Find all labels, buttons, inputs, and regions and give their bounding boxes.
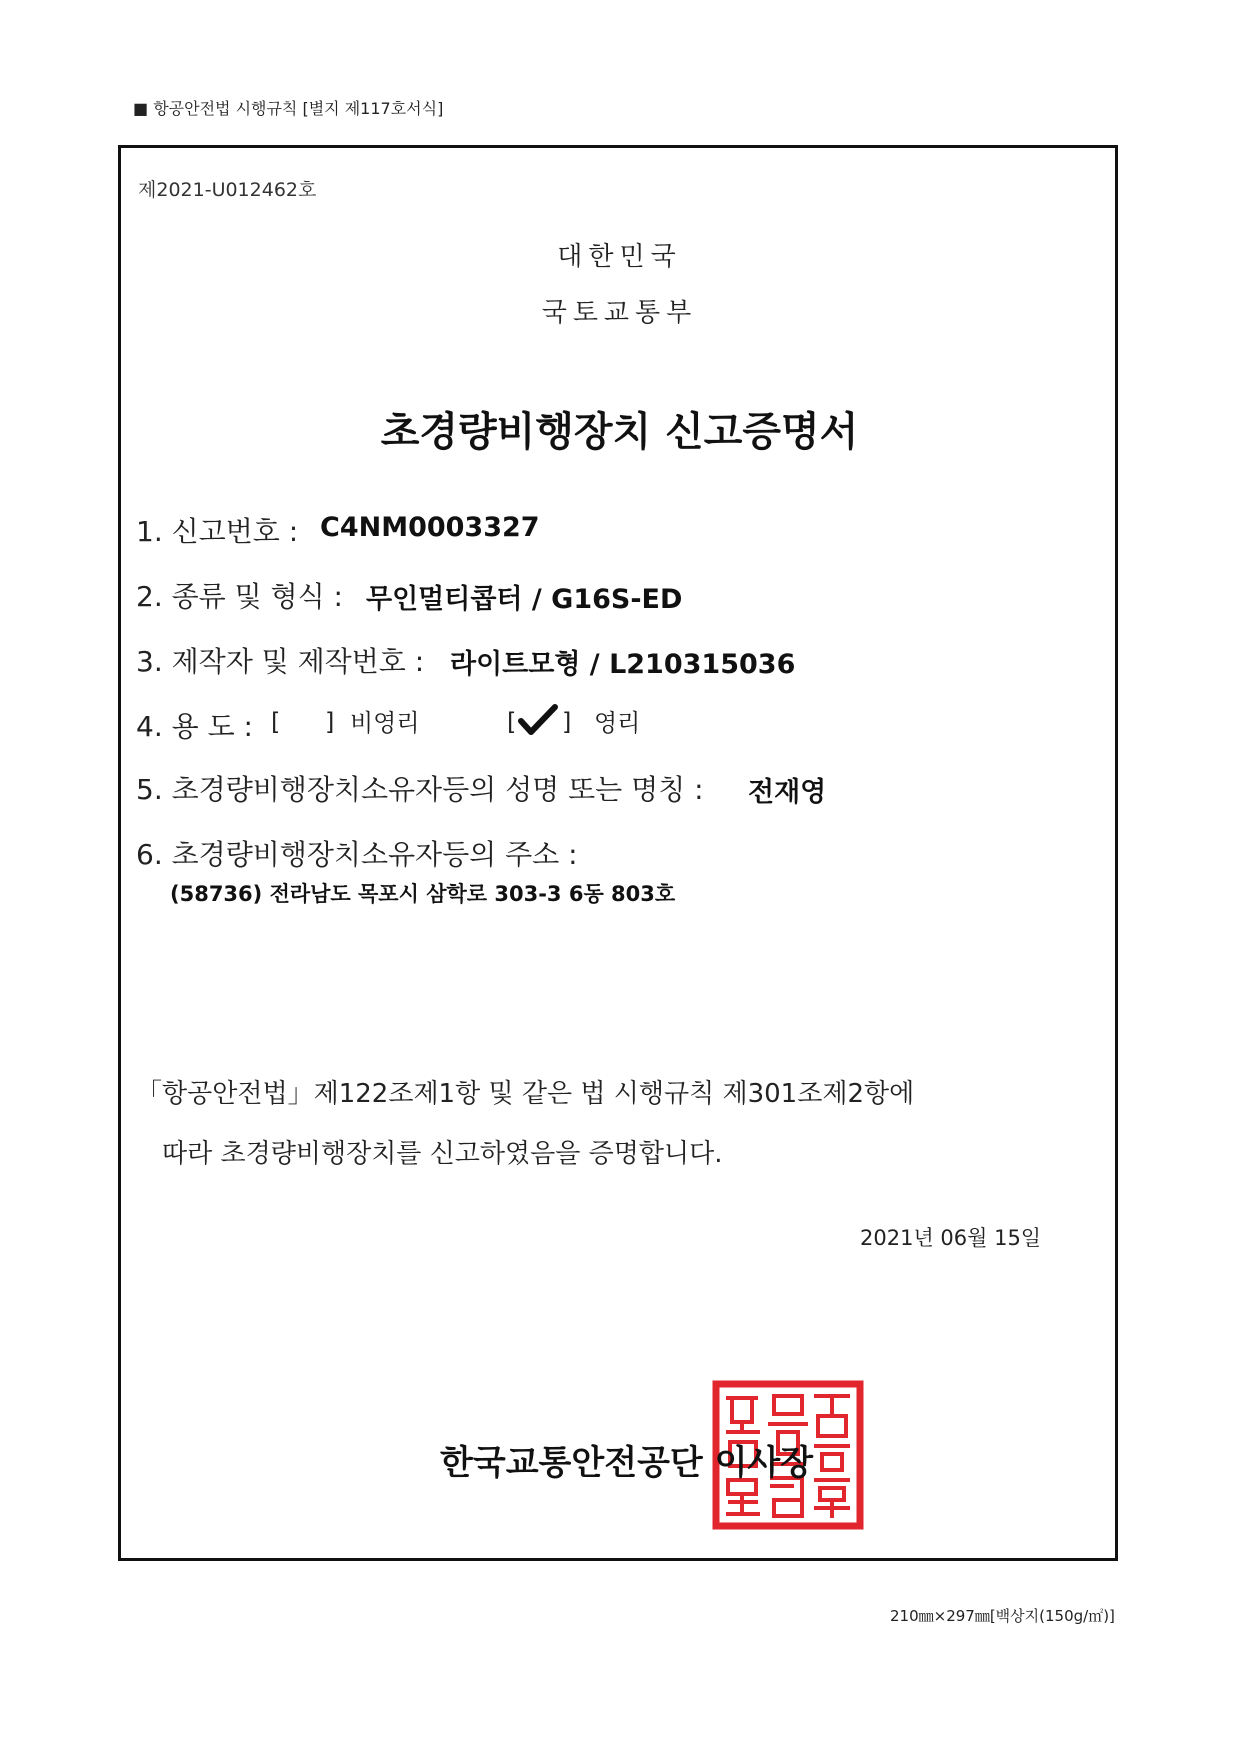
type-model-label: 2. 종류 및 형식 : (136, 580, 343, 613)
noncommercial-checkbox-close-bracket: ] (325, 708, 335, 736)
manufacturer-label: 3. 제작자 및 제작번호 : (136, 645, 425, 678)
registration-number-label: 1. 신고번호 : (136, 515, 299, 548)
paper-size-note: 210㎜×297㎜[백상지(150g/㎡)] (890, 1607, 1115, 1625)
manufacturer-value: 라이트모형 / L210315036 (450, 649, 796, 680)
certificate-number: 제2021-U012462호 (138, 179, 317, 201)
owner-name-label: 5. 초경량비행장치소유자등의 성명 또는 명칭 : (136, 773, 704, 806)
noncommercial-checkbox-open-bracket: [ (271, 708, 281, 736)
commercial-checkbox-close-bracket: ] (562, 708, 572, 736)
owner-address-value: (58736) 전라남도 목포시 삼학로 303-3 6동 803호 (170, 882, 676, 906)
owner-address-label: 6. 초경량비행장치소유자등의 주소 : (136, 838, 578, 871)
commercial-option: 영리 (594, 709, 641, 737)
country-name: 대한민국 (557, 242, 682, 272)
issuer-name: 한국교통안전공단 이사장 (440, 1443, 814, 1483)
commercial-checkbox-open-bracket: [ (507, 708, 517, 736)
issue-date: 2021년 06월 15일 (860, 1226, 1042, 1250)
registration-number-value: C4NM0003327 (320, 512, 540, 543)
ministry-name: 국토교통부 (541, 298, 698, 328)
purpose-label: 4. 용 도 : (136, 710, 253, 743)
type-model-value: 무인멀티콥터 / G16S-ED (366, 584, 683, 615)
legal-basis-line-1: 「항공안전법」제122조제1항 및 같은 법 시행규칙 제301조제2항에 (136, 1079, 915, 1109)
noncommercial-option: 비영리 (350, 709, 420, 737)
form-reference: ■ 항공안전법 시행규칙 [별지 제117호서식] (133, 99, 444, 118)
owner-name-value: 전재영 (748, 777, 827, 808)
checkmark-icon (518, 703, 558, 741)
certificate-title: 초경량비행장치 신고증명서 (380, 409, 859, 455)
legal-basis-line-2: 따라 초경량비행장치를 신고하였음을 증명합니다. (162, 1139, 723, 1169)
